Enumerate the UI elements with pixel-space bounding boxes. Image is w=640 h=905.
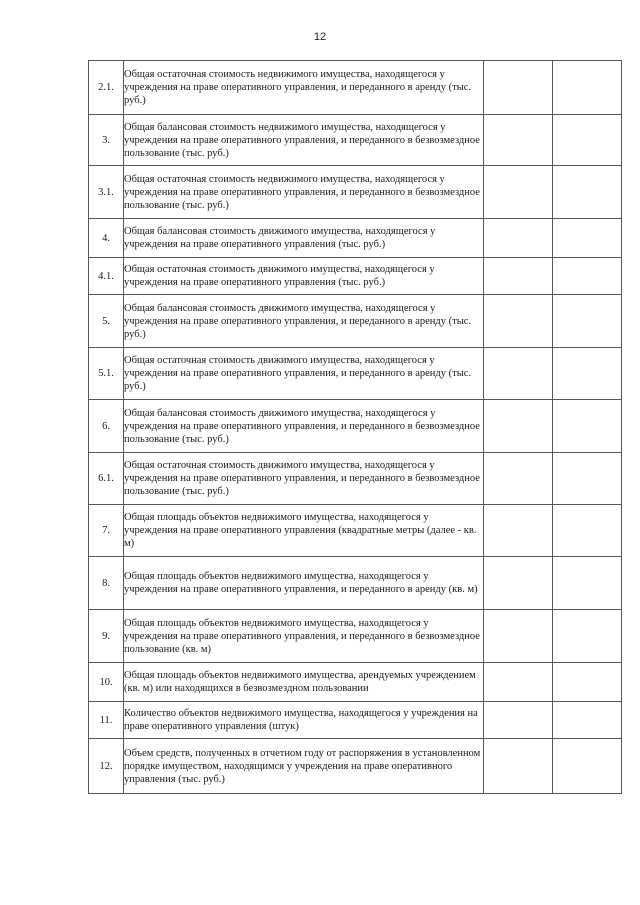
- row-description: Объем средств, полученных в отчетном году от распоряжения в установленном порядке имуществом, находящимся у учреждения на праве оперативного управления (тыс. руб.): [124, 739, 484, 794]
- row-number: 7.: [89, 505, 124, 557]
- table-row: [89, 400, 622, 453]
- table-body: [89, 61, 622, 794]
- row-number: 12.: [89, 739, 124, 794]
- value-cell-2: [553, 557, 622, 610]
- value-cell-1: [484, 505, 553, 557]
- row-description: Общая площадь объектов недвижимого имущества, находящегося у учреждения на праве оперативного управления, и переданного в безвозмездное пользование (кв. м): [124, 610, 484, 663]
- table-row: [89, 219, 622, 258]
- table-row: [89, 663, 622, 702]
- value-cell-1: [484, 663, 553, 702]
- row-description: Общая остаточная стоимость движимого имущества, находящегося у учреждения на праве оперативного управления, и переданного в аренду (тыс. руб.): [124, 348, 484, 400]
- value-cell-1: [484, 453, 553, 505]
- table-row: [89, 295, 622, 348]
- value-cell-2: [553, 505, 622, 557]
- value-cell-2: [553, 258, 622, 295]
- value-cell-2: [553, 348, 622, 400]
- value-cell-2: [553, 702, 622, 739]
- row-description: Общая балансовая стоимость движимого имущества, находящегося у учреждения на праве оперативного управления, и переданного в аренду (тыс. руб.): [124, 295, 484, 348]
- row-number: 9.: [89, 610, 124, 663]
- value-cell-2: [553, 115, 622, 166]
- row-number: 10.: [89, 663, 124, 702]
- value-cell-2: [553, 739, 622, 794]
- value-cell-2: [553, 663, 622, 702]
- value-cell-1: [484, 348, 553, 400]
- row-number: 6.: [89, 400, 124, 453]
- value-cell-2: [553, 166, 622, 219]
- value-cell-1: [484, 295, 553, 348]
- value-cell-2: [553, 295, 622, 348]
- value-cell-2: [553, 453, 622, 505]
- row-description: Общая балансовая стоимость движимого имущества, находящегося у учреждения на праве оперативного управления, и переданного в безвозмездное пользование (тыс. руб.): [124, 400, 484, 453]
- table-row: [89, 166, 622, 219]
- table-row: [89, 557, 622, 610]
- value-cell-1: [484, 219, 553, 258]
- row-description: Общая остаточная стоимость недвижимого имущества, находящегося у учреждения на праве оперативного управления, и переданного в безвозмездное пользование (тыс. руб.): [124, 166, 484, 219]
- row-number: 11.: [89, 702, 124, 739]
- value-cell-1: [484, 61, 553, 115]
- row-description: Общая площадь объектов недвижимого имущества, находящегося у учреждения на праве оперативного управления (квадратные метры (далее - кв. м): [124, 505, 484, 557]
- table-row: [89, 505, 622, 557]
- row-number: 8.: [89, 557, 124, 610]
- value-cell-1: [484, 702, 553, 739]
- property-report-table: [88, 60, 622, 794]
- table-row: [89, 453, 622, 505]
- row-description: Количество объектов недвижимого имущества, находящегося у учреждения на праве оперативного управления (штук): [124, 702, 484, 739]
- table-row: [89, 258, 622, 295]
- value-cell-2: [553, 400, 622, 453]
- row-description: Общая остаточная стоимость движимого имущества, находящегося у учреждения на праве оперативного управления, и переданного в безвозмездное пользование (тыс. руб.): [124, 453, 484, 505]
- table-row: [89, 115, 622, 166]
- row-number: 6.1.: [89, 453, 124, 505]
- table-row: [89, 348, 622, 400]
- row-description: Общая балансовая стоимость недвижимого имущества, находящегося у учреждения на праве оперативного управления, и переданного в безвозмездное пользование (тыс. руб.): [124, 115, 484, 166]
- table-row: [89, 610, 622, 663]
- value-cell-2: [553, 610, 622, 663]
- row-number: 2.1.: [89, 61, 124, 115]
- value-cell-1: [484, 166, 553, 219]
- row-number: 4.1.: [89, 258, 124, 295]
- table-row: [89, 739, 622, 794]
- row-description: Общая площадь объектов недвижимого имущества, арендуемых учреждением (кв. м) или находящихся в безвозмездном пользовании: [124, 663, 484, 702]
- row-description: Общая балансовая стоимость движимого имущества, находящегося у учреждения на праве оперативного управления (тыс. руб.): [124, 219, 484, 258]
- row-number: 5.1.: [89, 348, 124, 400]
- value-cell-1: [484, 400, 553, 453]
- row-number: 4.: [89, 219, 124, 258]
- value-cell-2: [553, 61, 622, 115]
- row-description: Общая остаточная стоимость недвижимого имущества, находящегося у учреждения на праве оперативного управления, и переданного в аренду (тыс. руб.): [124, 61, 484, 115]
- value-cell-1: [484, 115, 553, 166]
- value-cell-1: [484, 557, 553, 610]
- value-cell-1: [484, 739, 553, 794]
- table-row: [89, 61, 622, 115]
- row-number: 3.1.: [89, 166, 124, 219]
- value-cell-2: [553, 219, 622, 258]
- row-description: Общая остаточная стоимость движимого имущества, находящегося у учреждения на праве оперативного управления (тыс. руб.): [124, 258, 484, 295]
- row-number: 3.: [89, 115, 124, 166]
- value-cell-1: [484, 610, 553, 663]
- row-number: 5.: [89, 295, 124, 348]
- value-cell-1: [484, 258, 553, 295]
- page-number: 12: [313, 31, 327, 43]
- table-row: [89, 702, 622, 739]
- row-description: Общая площадь объектов недвижимого имущества, находящегося у учреждения на праве оперативного управления, и переданного в аренду (кв. м): [124, 557, 484, 610]
